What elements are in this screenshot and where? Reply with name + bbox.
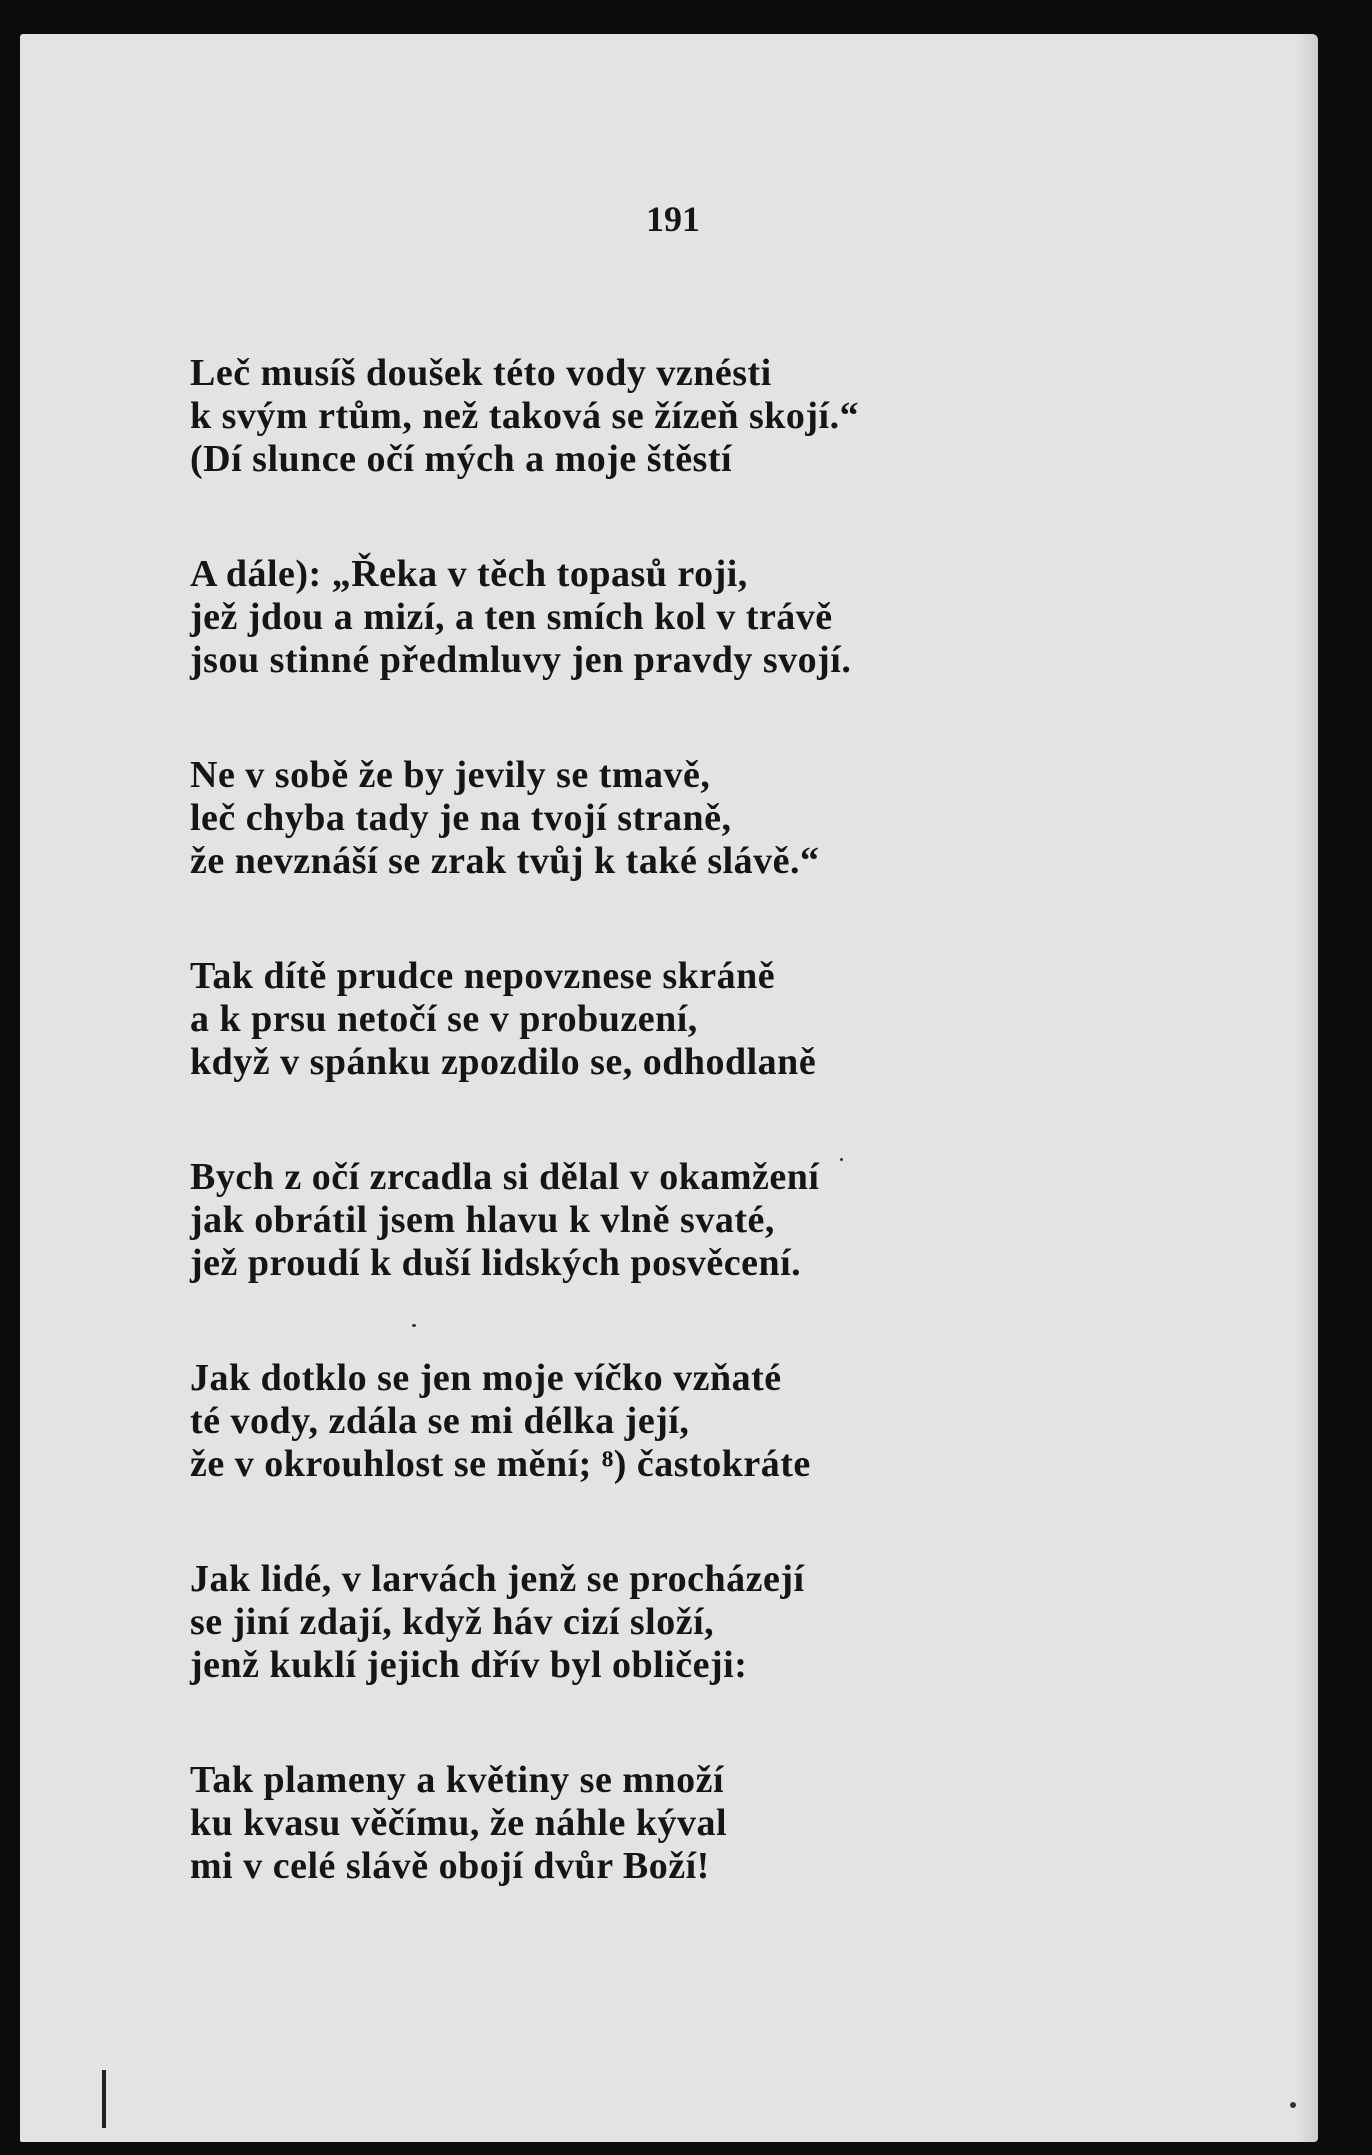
scan-speck — [840, 1158, 843, 1161]
verse-line: jež jdou a mizí, a ten smích kol v trávě — [190, 596, 833, 638]
stanza-2 — [190, 553, 859, 682]
stanza-7 — [190, 1558, 859, 1687]
stanza-3 — [190, 754, 859, 883]
stanza-8 — [190, 1759, 859, 1888]
stanza-6 — [190, 1357, 859, 1486]
verse-line: jsou stinné předmluvy jen pravdy svojí. — [190, 639, 852, 681]
stanza-1 — [190, 352, 859, 481]
verse-line: ku kvasu věčímu, že náhle kýval — [190, 1802, 728, 1844]
stanza-5 — [190, 1156, 859, 1285]
verse-line: že nevznáší se zrak tvůj k také slávě.“ — [190, 840, 820, 882]
verse-line: k svým rtům, než taková se žízeň skojí.“ — [190, 395, 860, 437]
verse-line: a k prsu netočí se v probuzení, — [190, 998, 698, 1040]
verse-line: jak obrátil jsem hlavu k vlně svaté, — [190, 1199, 775, 1241]
verse-line: se jiní zdají, když háv cizí složí, — [190, 1601, 715, 1643]
verse-line: že v okrouhlost se mění; ⁸) častokráte — [190, 1443, 811, 1485]
verse-line: A dále): „Řeka v těch topasů roji, — [190, 553, 748, 595]
book-page — [20, 34, 1318, 2142]
verse-line: Tak plameny a květiny se množí — [190, 1759, 725, 1801]
verse-line: jež proudí k duší lidských posvěcení. — [190, 1242, 802, 1284]
poem-text — [190, 352, 859, 1960]
scan-speck — [412, 1324, 416, 1327]
verse-line: (Dí slunce očí mých a moje štěstí — [190, 438, 733, 480]
page-number: 191 — [646, 199, 700, 239]
stanza-4 — [190, 955, 859, 1084]
verse-line: Ne v sobě že by jevily se tmavě, — [190, 754, 711, 796]
verse-line: Jak lidé, v larvách jenž se procházejí — [190, 1558, 805, 1600]
scan-speck — [1290, 2102, 1296, 2108]
verse-line: té vody, zdála se mi délka její, — [190, 1400, 690, 1442]
verse-line: jenž kuklí jejich dřív byl obličeji: — [190, 1644, 748, 1686]
verse-line: Tak dítě prudce nepovznese skráně — [190, 955, 776, 997]
verse-line: leč chyba tady je na tvojí straně, — [190, 797, 732, 839]
verse-line: Leč musíš doušek této vody vznésti — [190, 352, 772, 394]
verse-line: Bych z očí zrcadla si dělal v okamžení — [190, 1156, 820, 1198]
verse-line: Jak dotklo se jen moje víčko vzňaté — [190, 1357, 782, 1399]
verse-line: když v spánku zpozdilo se, odhodlaně — [190, 1041, 817, 1083]
page-edge-shadow — [1296, 34, 1318, 2142]
scan-edge-mark — [102, 2070, 106, 2128]
verse-line: mi v celé slávě obojí dvůr Boží! — [190, 1845, 710, 1887]
